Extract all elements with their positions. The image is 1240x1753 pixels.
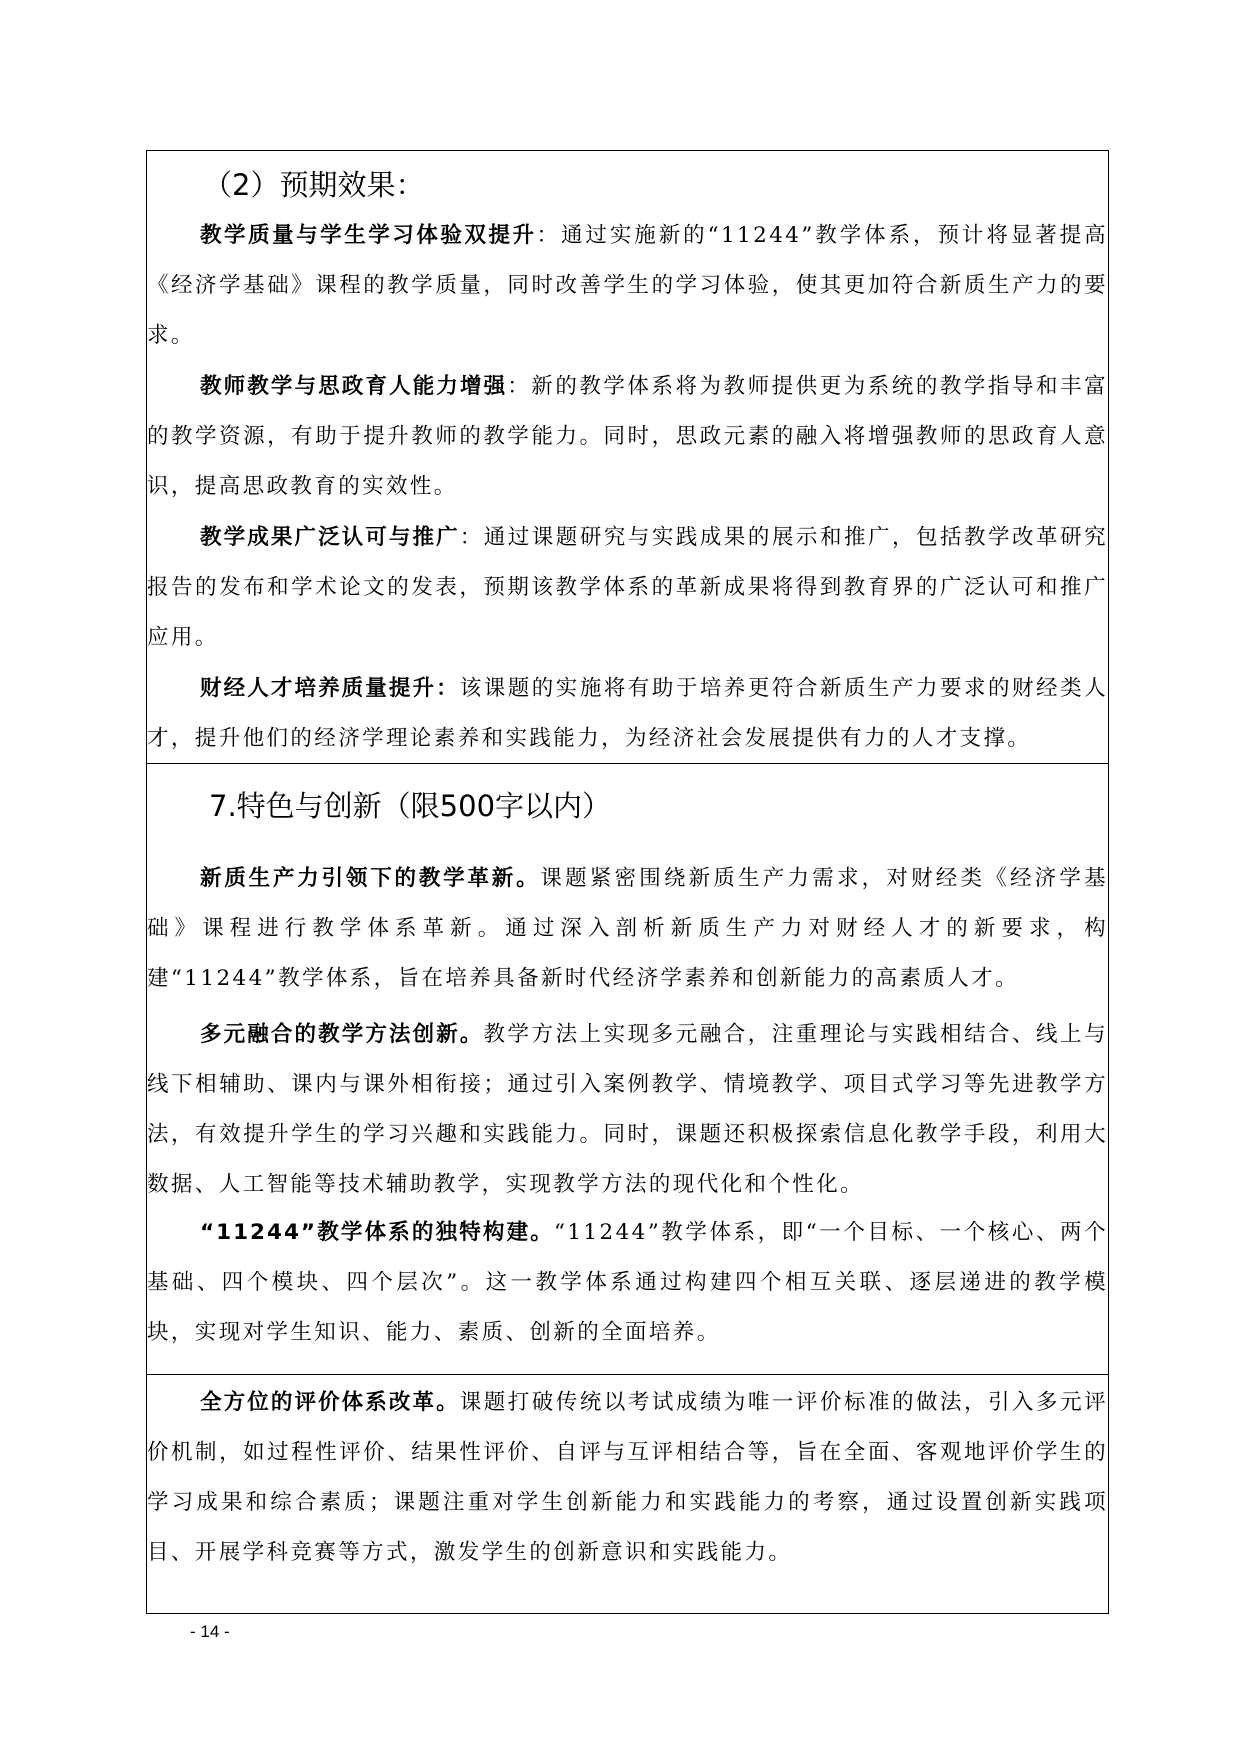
- paragraph-text: ：新的教学体系将为教师提供更为系统的教学指导和丰富的教学资源，有助于提升教师的教学能力。同时，思政元素的融入将增强教师的思政育人意识，提高思政教育的实效性。: [147, 374, 1108, 499]
- section-heading: （2）预期效果：: [203, 168, 425, 202]
- evaluation-reform-section: [146, 1374, 1109, 1614]
- paragraph: [147, 1378, 1110, 1578]
- paragraph-lead: 全方位的评价体系改革。: [200, 1390, 460, 1415]
- paragraph-lead: 教学质量与学生学习体验双提升: [200, 223, 537, 248]
- paragraph-lead: 教学成果广泛认可与推广: [200, 525, 460, 550]
- paragraph-lead: 教师教学与思政育人能力增强: [200, 374, 508, 399]
- page-number: - 14 -: [190, 1622, 230, 1641]
- paragraph-lead: 财经人才培养质量提升：: [200, 676, 460, 701]
- paragraph: [147, 1010, 1110, 1210]
- paragraph: [147, 1208, 1110, 1358]
- paragraph-text: 课题打破传统以考试成绩为唯一评价标准的做法，引入多元评价机制，如过程性评价、结果性评价、自评与互评相结合等，旨在全面、客观地评价学生的学习成果和综合素质；课题注重对学生创新能力和实践能力的考察，通过设置创新实践项目、开展学科竞赛等方式，激发学生的创新意识和实践能力。: [147, 1390, 1108, 1565]
- paragraph-text: “11244”教学体系，即“一个目标、一个核心、两个基础、四个模块、四个层次”。这一教学体系通过构建四个相互关联、逐层递进的教学模块，实现对学生知识、能力、素质、创新的全面培养。: [147, 1220, 1108, 1345]
- features-innovation-section: [146, 763, 1109, 1375]
- paragraph: [147, 664, 1110, 764]
- paragraph-text: 教学方法上实现多元融合，注重理论与实践相结合、线上与线下相辅助、课内与课外相衔接；通过引入案例教学、情境教学、项目式学习等先进教学方法，有效提升学生的学习兴趣和实践能力。同时，课题还积极探索信息化教学手段，利用大数据、人工智能等技术辅助教学，实现教学方法的现代化和个性化。: [147, 1022, 1108, 1197]
- paragraph-lead: 新质生产力引领下的教学革新。: [200, 866, 541, 891]
- paragraph-text: ：通过实施新的“11244”教学体系，预计将显著提高《经济学基础》课程的教学质量，同时改善学生的学习体验，使其更加符合新质生产力的要求。: [147, 223, 1108, 348]
- paragraph-text: ：通过课题研究与实践成果的展示和推广，包括教学改革研究报告的发布和学术论文的发表，预期该教学体系的革新成果将得到教育界的广泛认可和推广应用。: [147, 525, 1108, 650]
- section-heading: 7.特色与创新（限500字以内）: [209, 789, 612, 823]
- paragraph: [147, 211, 1110, 361]
- paragraph: [147, 362, 1110, 512]
- expected-effects-section: [146, 150, 1109, 764]
- paragraph: [147, 513, 1110, 663]
- paragraph: [147, 854, 1110, 1004]
- paragraph-lead: 多元融合的教学方法创新。: [200, 1022, 484, 1047]
- paragraph-text: 该课题的实施将有助于培养更符合新质生产力要求的财经类人才，提升他们的经济学理论素养和实践能力，为经济社会发展提供有力的人才支撑。: [147, 676, 1108, 751]
- paragraph-lead: “11244”教学体系的独特构建。: [200, 1220, 554, 1245]
- paragraph-text: 课题紧密围绕新质生产力需求，对财经类《经济学基础》课程进行教学体系革新。通过深入剖析新质生产力对财经人才的新要求，构建“11244”教学体系，旨在培养具备新时代经济学素养和创新能力的高素质人才。: [147, 866, 1108, 991]
